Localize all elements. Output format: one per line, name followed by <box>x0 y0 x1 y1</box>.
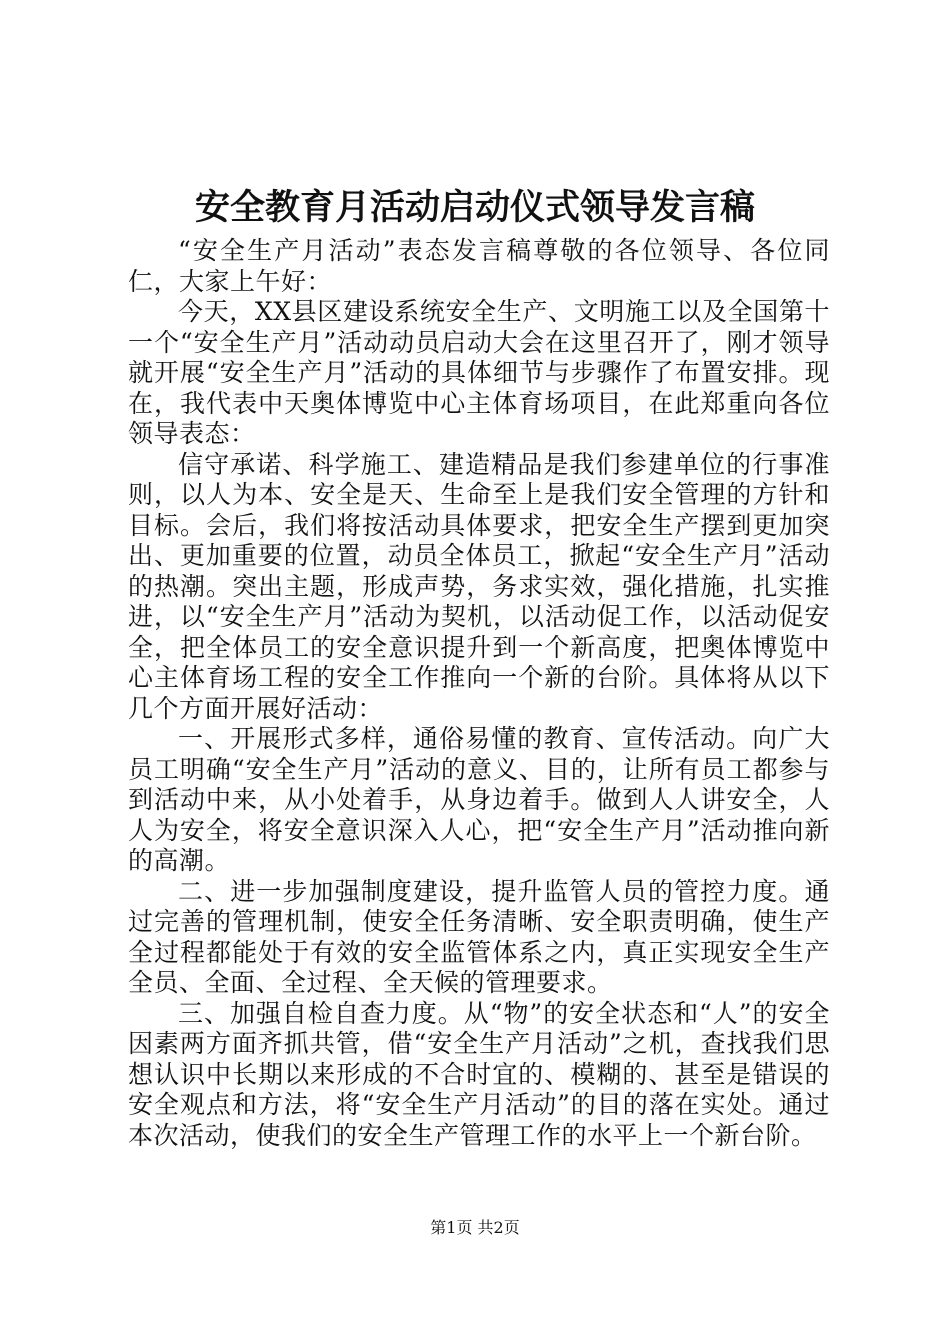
paragraph-opening: 今天，XX县区建设系统安全生产、文明施工以及全国第十一个“安全生产月”活动动员启动大会在这里召开了，刚才领导就开展“安全生产月”活动的具体细节与步骤作了布置安排。现在，我代表中天奥体博览中心主体育场项目，在此郑重向各位领导表态： <box>128 297 830 448</box>
paragraph-commitment: 信守承诺、科学施工、建造精品是我们参建单位的行事准则，以人为本、安全是天、生命至上是我们安全管理的方针和目标。会后，我们将按活动具体要求，把安全生产摆到更加突出、更加重要的位置，动员全体员工，掀起“安全生产月”活动的热潮。突出主题，形成声势，务求实效，强化措施，扎实推进，以“安全生产月”活动为契机，以活动促工作，以活动促安全，把全体员工的安全意识提升到一个新高度，把奥体博览中心主体育场工程的安全工作推向一个新的台阶。具体将从以下几个方面开展好活动： <box>128 449 830 723</box>
paragraph-point-two: 二、进一步加强制度建设，提升监管人员的管控力度。通过完善的管理机制，使安全任务清晰、安全职责明确，使生产全过程都能处于有效的安全监管体系之内，真正实现安全生产全员、全面、全过程、全天候的管理要求。 <box>128 876 830 997</box>
document-body <box>128 236 830 1151</box>
paragraph-greeting: “安全生产月活动”表态发言稿尊敬的各位领导、各位同仁，大家上午好： <box>128 236 830 296</box>
paragraph-point-one: 一、开展形式多样，通俗易懂的教育、宣传活动。向广大员工明确“安全生产月”活动的意义、目的，让所有员工都参与到活动中来，从小处着手，从身边着手。做到人人讲安全，人人为安全，将安全意识深入人心，把“安全生产月”活动推向新的高潮。 <box>128 724 830 875</box>
page-number-footer: 第1页 共2页 <box>430 1218 520 1237</box>
paragraph-point-three: 三、加强自检自查力度。从“物”的安全状态和“人”的安全因素两方面齐抓共管，借“安全生产月活动”之机，查找我们思想认识中长期以来形成的不合时宜的、模糊的、甚至是错误的安全观点和方法，将“安全生产月活动”的目的落在实处。通过本次活动，使我们的安全生产管理工作的水平上一个新台阶。 <box>128 998 830 1150</box>
document-title: 安全教育月活动启动仪式领导发言稿 <box>194 187 755 228</box>
